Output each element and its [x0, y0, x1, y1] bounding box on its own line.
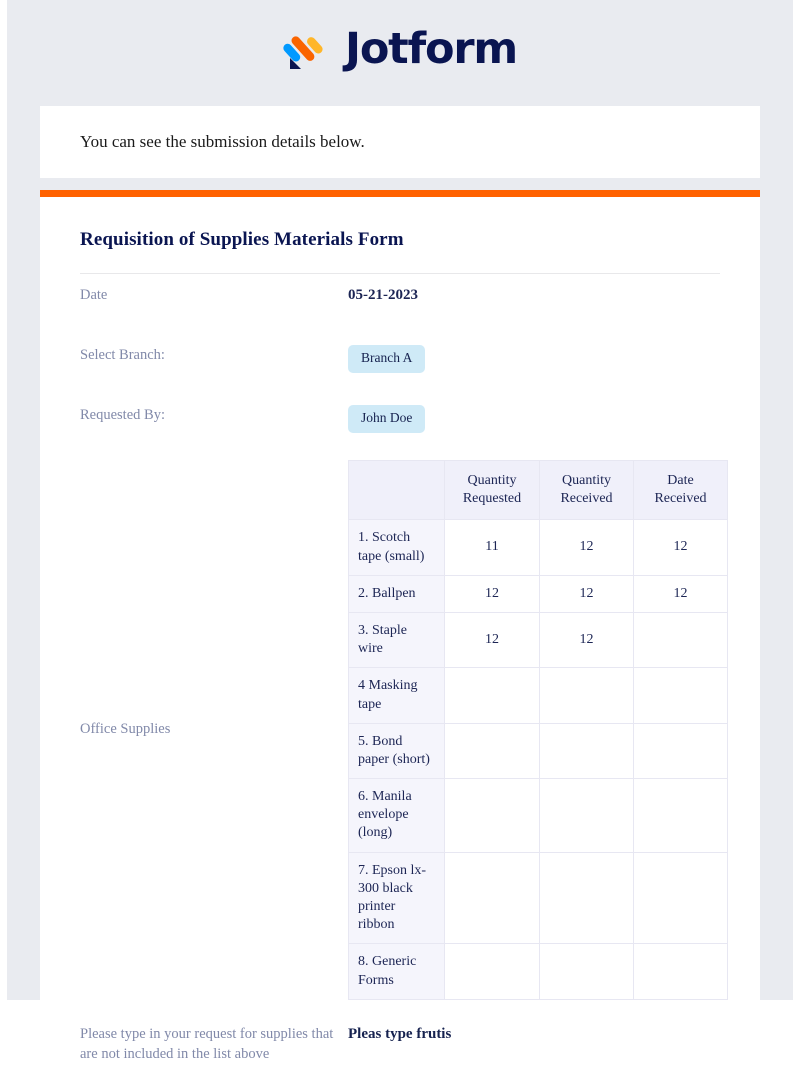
accent-bar: [40, 190, 760, 197]
supplies-table-body: [349, 520, 728, 999]
page-right-gutter: [793, 0, 800, 1000]
masthead: [0, 0, 800, 98]
column-header-item: [349, 461, 445, 520]
field-label-office-supplies: Office Supplies: [80, 721, 171, 738]
form-title: Requisition of Supplies Materials Form: [80, 229, 404, 250]
cell-quantity-received: 12: [540, 575, 634, 612]
cell-quantity-requested: 12: [445, 575, 540, 612]
row-item-label: 8. Generic Forms: [349, 944, 445, 999]
field-row-select-branch: [80, 334, 720, 394]
field-label-date: Date: [80, 287, 108, 303]
intro-card: [40, 106, 760, 178]
field-row-date: [80, 274, 720, 334]
table-row: [349, 944, 728, 999]
cell-quantity-requested: [445, 668, 540, 723]
table-row: [349, 852, 728, 944]
cell-quantity-received: [540, 668, 634, 723]
cell-date-received: 12: [634, 520, 728, 575]
row-item-label: 2. Ballpen: [349, 575, 445, 612]
cell-quantity-requested: 11: [445, 520, 540, 575]
field-value-requested-by: John Doe: [348, 405, 425, 433]
field-label-select-branch: Select Branch:: [80, 347, 165, 363]
cell-date-received: [634, 779, 728, 853]
cell-quantity-requested: [445, 723, 540, 778]
table-row: [349, 779, 728, 853]
table-row: [349, 575, 728, 612]
cell-quantity-received: [540, 852, 634, 944]
cell-quantity-requested: [445, 944, 540, 999]
brand-wordmark: Jotform: [345, 23, 517, 74]
table-row: [349, 520, 728, 575]
row-item-label: 6. Manila envelope (long): [349, 779, 445, 853]
cell-quantity-received: [540, 723, 634, 778]
cell-quantity-requested: [445, 779, 540, 853]
cell-date-received: [634, 852, 728, 944]
table-row: [349, 723, 728, 778]
field-label-additional-request: Please type in your request for supplies that are not included in the list above: [80, 1025, 334, 1063]
row-item-label: 4 Masking tape: [349, 668, 445, 723]
cell-quantity-requested: 12: [445, 612, 540, 667]
supplies-table-head: [349, 461, 728, 520]
row-item-label: 3. Staple wire: [349, 612, 445, 667]
row-item-label: 1. Scotch tape (small): [349, 520, 445, 575]
field-value-select-branch-wrap: [348, 342, 720, 373]
field-value-requested-by-wrap: [348, 402, 720, 433]
supplies-table-wrap: [348, 460, 728, 1000]
submission-card: [40, 190, 760, 1085]
supplies-table: [348, 460, 728, 1000]
row-item-label: 5. Bond paper (short): [349, 723, 445, 778]
table-header-row: [349, 461, 728, 520]
cell-date-received: 12: [634, 575, 728, 612]
intro-message: You can see the submission details below.: [80, 132, 365, 152]
field-value-select-branch: Branch A: [348, 345, 425, 373]
row-item-label: 7. Epson lx-300 black printer ribbon: [349, 852, 445, 944]
field-value-additional-request: Pleas type frutis: [348, 1025, 452, 1042]
cell-quantity-received: 12: [540, 520, 634, 575]
cell-quantity-received: [540, 779, 634, 853]
page-left-gutter: [0, 0, 7, 1000]
cell-quantity-requested: [445, 852, 540, 944]
jotform-logo-icon: [283, 25, 331, 73]
cell-quantity-received: [540, 944, 634, 999]
cell-quantity-received: 12: [540, 612, 634, 667]
column-header-quantity-received: Quantity Received: [540, 461, 634, 520]
table-row: [349, 612, 728, 667]
cell-date-received: [634, 723, 728, 778]
table-row: [349, 668, 728, 723]
cell-date-received: [634, 668, 728, 723]
field-value-date: 05-21-2023: [348, 287, 418, 303]
column-header-quantity-requested: Quantity Requested: [445, 461, 540, 520]
cell-date-received: [634, 944, 728, 999]
field-row-additional-request: [80, 1000, 720, 1065]
brand-logo[interactable]: [283, 25, 517, 73]
cell-date-received: [634, 612, 728, 667]
column-header-date-received: Date Received: [634, 461, 728, 520]
field-row-requested-by: [80, 394, 720, 454]
field-label-requested-by: Requested By:: [80, 407, 165, 423]
field-row-office-supplies: [80, 454, 720, 1000]
